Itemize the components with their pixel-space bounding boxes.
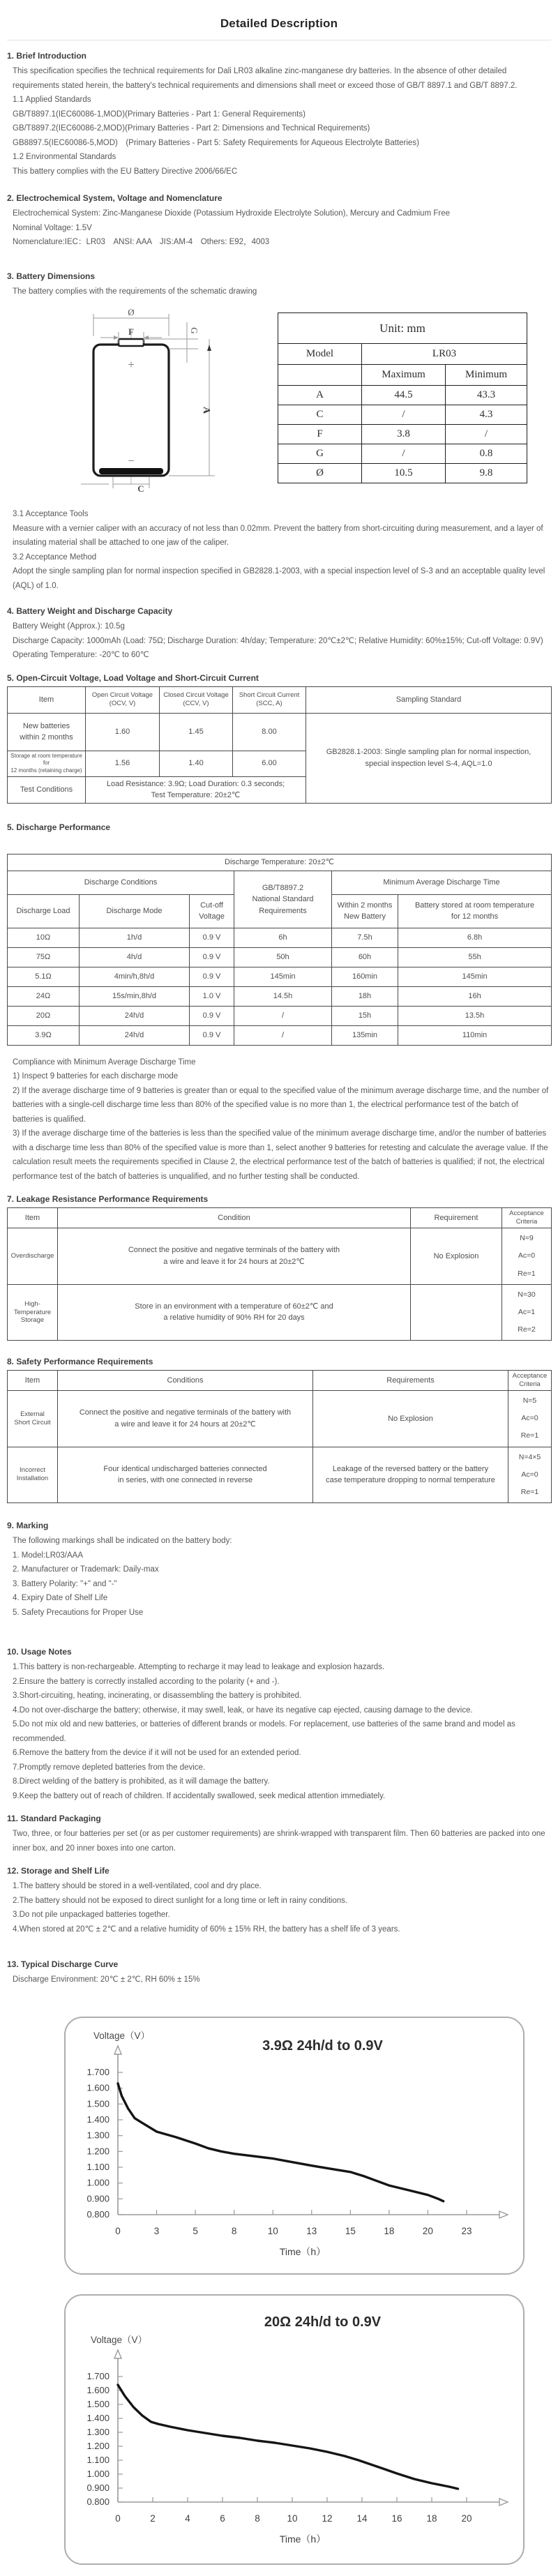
paragraph: GB/T8897.1(IEC60086-1,MOD)(Primary Batteries - Part 1: General Requirements) <box>13 110 306 119</box>
table-cell: Condition <box>58 1208 411 1228</box>
table-row <box>8 986 552 1006</box>
table-cell: Requirements <box>313 1371 508 1391</box>
table-cell: Test Conditions <box>8 776 86 803</box>
table-row <box>8 1371 552 1391</box>
table-cell: 0.9 V <box>190 947 234 967</box>
table-cell: LR03 <box>362 344 527 365</box>
table-cell: 6h <box>234 928 332 947</box>
table-row <box>8 686 552 713</box>
table-cell: Acceptance Criteria <box>508 1371 552 1391</box>
table-cell: 75Ω <box>8 947 80 967</box>
x-tick-label: 2 <box>150 2513 156 2524</box>
table-cell: Maximum <box>362 365 446 386</box>
table-cell <box>411 1284 502 1341</box>
y-tick-label: 1.400 <box>86 2412 110 2423</box>
table-cell: 145min <box>234 967 332 986</box>
tbody <box>278 313 527 483</box>
table-cell: 15h <box>332 1006 398 1025</box>
table-cell: 24h/d <box>80 1006 190 1025</box>
table-cell: Load Resistance: 3.9Ω; Load Duration: 0.3 seconds; Test Temperature: 20±2℃ <box>86 776 306 803</box>
y-axis-label: Voltage（V） <box>93 2030 151 2041</box>
paragraph: Two, three, or four batteries per set (or as per customer requirements) are shrink-wrapped with transparent film. Then 60 batteries are packed into one inner box, and 20 inner boxes into one carton. <box>13 1830 545 1853</box>
tbody <box>8 686 552 803</box>
paragraph: Nominal Voltage: 1.5V <box>13 223 92 232</box>
x-tick-label: 12 <box>322 2513 333 2524</box>
table-cell: Incorrect Installation <box>8 1447 58 1503</box>
paragraph: Adopt the single sampling plan for normal inspection specified in GB2828.1-2003, with a special inspection level of S-3 and an acceptable quality level (AQL) of 1.0. <box>13 567 545 590</box>
paragraph: The following markings shall be indicated on the battery body: <box>13 1537 232 1546</box>
section-heading: 1. Brief Introduction <box>7 51 86 61</box>
y-tick-label: 1.200 <box>86 2440 110 2451</box>
table-row <box>278 464 527 483</box>
table-cell: Discharge Conditions <box>8 871 234 894</box>
battery-schematic <box>71 308 246 493</box>
x-tick-label: 6 <box>220 2513 225 2524</box>
table-cell: Conditions <box>58 1371 313 1391</box>
x-tick-label: 3 <box>153 2225 160 2236</box>
table-cell: Closed Circuit Voltage (CCV, V) <box>160 686 233 713</box>
table-cell: 14.5h <box>234 986 332 1006</box>
safety-table <box>7 1370 552 1503</box>
paragraph: This battery complies with the EU Battery Directive 2006/66/EC <box>13 167 238 176</box>
paragraph: Discharge Environment: 20℃ ± 2℃, RH 60% ± 15% <box>13 1975 200 1984</box>
table-cell: 135min <box>332 1025 398 1045</box>
table-cell: 8.00 <box>233 713 306 751</box>
paragraph: 1.This battery is non-rechargeable. Attempting to recharge it may lead to leakage and explosion hazards. <box>13 1663 385 1672</box>
table-row <box>278 386 527 405</box>
table-cell: G <box>278 444 362 464</box>
table-cell: 13.5h <box>398 1006 552 1025</box>
paragraph: Nomenclature:IEC：LR03 ANSI: AAA JIS:AM-4 Others: E92，4003 <box>13 238 270 246</box>
tbody <box>8 854 552 1045</box>
x-axis-label: Time（h） <box>279 2245 326 2257</box>
table-cell: 0.9 V <box>190 1006 234 1025</box>
paragraph: 7.Promptly remove depleted batteries from the device. <box>13 1763 206 1772</box>
paragraph: GB8897.5(IEC60086-5,MOD) (Primary Batteries - Part 5: Safety Requirements for Aqueous Electrolyte Batteries) <box>13 138 419 147</box>
paragraph: GB/T8897.2(IEC60086-2,MOD)(Primary Batteries - Part 2: Dimensions and Technical Requirements) <box>13 124 370 133</box>
paragraph: Electrochemical System: Zinc-Manganese Dioxide (Potassium Hydroxide Electrolyte Solution), Mercury and Cadmium Free <box>13 209 450 218</box>
table-cell: New batteries within 2 months <box>8 713 86 751</box>
x-tick-label: 10 <box>267 2225 278 2236</box>
x-tick-label: 18 <box>426 2513 437 2524</box>
table-cell: 16h <box>398 986 552 1006</box>
x-tick-label: 15 <box>345 2225 356 2236</box>
table-row <box>8 947 552 967</box>
table-cell: N=9 Ac=0 Re=1 <box>502 1228 552 1285</box>
y-tick-label: 1.200 <box>86 2145 110 2156</box>
table-cell: No Explosion <box>313 1391 508 1447</box>
table-cell: 3.9Ω <box>8 1025 80 1045</box>
table-cell: Minimum Average Discharge Time <box>332 871 552 894</box>
y-tick-label: 1.700 <box>86 2370 110 2381</box>
table-cell: 24h/d <box>80 1025 190 1045</box>
y-tick-label: 1.400 <box>86 2114 110 2125</box>
table-cell: 60h <box>332 947 398 967</box>
paragraph: 2) If the average discharge time of 9 batteries is greater than or equal to the specified value of the minimum average discharge time, and the number of batteries with a single-cell discharge time less than 80% of the specified value is no more than 1, the electrical performance test of the batch of batteries is qualified. <box>13 1086 549 1124</box>
table-cell: 5.1Ω <box>8 967 80 986</box>
table-cell: 1.40 <box>160 751 233 776</box>
table-cell: Unit: mm <box>278 313 527 344</box>
paragraph: 9.Keep the battery out of reach of children. If accidentally swallowed, seek medical attention immediately. <box>13 1791 386 1800</box>
table-row <box>8 967 552 986</box>
x-axis-label: Time（h） <box>279 2533 326 2545</box>
paragraph: Discharge Capacity: 1000mAh (Load: 75Ω; Discharge Duration: 4h/day; Temperature: 20℃±2℃; Relative Humidity: 60%±15%; Cut-off Voltage: 0.9V) <box>13 636 543 645</box>
paragraph: Operating Temperature: -20℃ to 60℃ <box>13 651 149 659</box>
table-row <box>278 444 527 464</box>
table-row <box>8 1447 552 1503</box>
discharge-chart-1 <box>64 2017 525 2275</box>
paragraph: 3.Do not pile unpackaged batteries together. <box>13 1911 170 1920</box>
table-cell: Discharge Mode <box>80 894 190 928</box>
paragraph: 1.The battery should be stored in a well-ventilated, cool and dry place. <box>13 1882 262 1891</box>
table-cell: 1.45 <box>160 713 233 751</box>
y-tick-label: 1.500 <box>86 2398 110 2409</box>
table-cell: 0.9 V <box>190 928 234 947</box>
table-cell: / <box>362 444 446 464</box>
paragraph: 8.Direct welding of the battery is prohibited, as it will damage the battery. <box>13 1777 270 1786</box>
table-cell: / <box>234 1006 332 1025</box>
paragraph: 3. Battery Polarity: "+" and "-" <box>13 1579 117 1588</box>
table-cell: Item <box>8 686 86 713</box>
spacer <box>7 250 551 261</box>
section-heading: 12. Storage and Shelf Life <box>7 1866 110 1876</box>
dimensions-table-wrap <box>278 312 527 483</box>
table-cell: Connect the positive and negative terminals of the battery with a wire and leave it for 24 hours at 20±2℃ <box>58 1391 313 1447</box>
paragraph: 3.2 Acceptance Method <box>13 552 97 562</box>
paragraph: 4.Do not over-discharge the battery; otherwise, it may swell, leak, or have its negative cap ejected, causing damage to the device. <box>13 1705 473 1715</box>
paragraph: Battery Weight (Approx.): 10.5g <box>13 622 125 631</box>
table-cell: 10Ω <box>8 928 80 947</box>
table-cell: 50h <box>234 947 332 967</box>
paragraph: 1.2 Environmental Standards <box>13 153 116 161</box>
spacer <box>7 1936 551 1949</box>
table-cell: 18h <box>332 986 398 1006</box>
table-cell: Short Circuit Current (SCC, A) <box>233 686 306 713</box>
table-cell: Item <box>8 1371 58 1391</box>
table-cell: N=5 Ac=0 Re=1 <box>508 1391 552 1447</box>
y-tick-label: 1.700 <box>86 2066 110 2077</box>
tbody <box>8 1208 552 1341</box>
table-cell: Battery stored at room temperature for 12 months <box>398 894 552 928</box>
x-tick-label: 13 <box>306 2225 317 2236</box>
dim-label-f: F <box>128 326 134 337</box>
table-cell: / <box>362 405 446 425</box>
section-heading: 13. Typical Discharge Curve <box>7 1959 119 1970</box>
discharge-table <box>7 854 552 1046</box>
paragraph: 3) If the average discharge time of the batteries is less than the specified value of the minimum average discharge time, and/or the number of batteries with a discharge time less than 80% of the specified value is more than 1, select another 9 batteries for retesting and calculate the average value. If the calculation result meets the requirements specified in Clause 2, the electrical performance test of the batch of batteries is qualified; if not, the electrical performance test of the batch of batteries is unqualified, and no further testing shall be conducted. <box>13 1129 548 1181</box>
paragraph: 1.1 Applied Standards <box>13 96 91 104</box>
table-cell: 0.8 <box>446 444 527 464</box>
table-row <box>8 1025 552 1045</box>
x-tick-label: 23 <box>461 2225 472 2236</box>
section-heading: 10. Usage Notes <box>7 1647 72 1657</box>
discharge-curve <box>118 2084 444 2201</box>
table-row <box>278 405 527 425</box>
dims-table <box>278 312 527 483</box>
table-row <box>8 928 552 947</box>
x-tick-label: 16 <box>391 2513 402 2524</box>
y-tick-label: 1.600 <box>86 2384 110 2395</box>
x-tick-label: 10 <box>287 2513 298 2524</box>
paragraph: The battery complies with the requirements of the schematic drawing <box>13 287 257 296</box>
table-cell: 7.5h <box>332 928 398 947</box>
chart-title: 3.9Ω 24h/d to 0.9V <box>262 2038 383 2054</box>
table-row <box>278 365 527 386</box>
table-cell: 24Ω <box>8 986 80 1006</box>
y-tick-label: 1.100 <box>86 2161 110 2172</box>
spacer <box>7 1046 551 1055</box>
chart-canvas-2 <box>66 2296 520 2563</box>
paragraph: 5. Safety Precautions for Proper Use <box>13 1608 144 1617</box>
table-cell: Storage at room temperature for 12 months (retaining charge) <box>8 751 86 776</box>
y-axis-label: Voltage（V） <box>91 2334 148 2345</box>
x-tick-label: 18 <box>384 2225 395 2236</box>
chart-title: 20Ω 24h/d to 0.9V <box>264 2314 382 2330</box>
paragraph: This specification specifies the technical requirements for Dali LR03 alkaline zinc-manganese dry batteries. In the absence of other detailed requirements stated herein, the battery's technical requirements and dimensions shall meet or exceed those of GB/T 8897.1 and GB/T 8897.2. <box>13 67 518 90</box>
table-cell: External Short Circuit <box>8 1391 58 1447</box>
table-cell: Item <box>8 1208 58 1228</box>
table-cell <box>278 365 362 386</box>
spacer <box>7 2275 551 2294</box>
table-cell: Discharge Load <box>8 894 80 928</box>
table-cell: 6.8h <box>398 928 552 947</box>
table-cell: Four identical undischarged batteries connected in series, with one connected in reverse <box>58 1447 313 1503</box>
paragraph: 2.Ensure the battery is correctly installed according to the polarity (+ and -). <box>13 1677 280 1686</box>
paragraph: 1. Model:LR03/AAA <box>13 1551 84 1560</box>
table-cell: GB/T8897.2 National Standard Requirements <box>234 871 332 928</box>
table-row <box>8 713 552 751</box>
table-cell: Ø <box>278 464 362 483</box>
table-cell: / <box>234 1025 332 1045</box>
table-cell: 43.3 <box>446 386 527 405</box>
section-heading: 11. Standard Packaging <box>7 1814 101 1824</box>
x-tick-label: 14 <box>356 2513 368 2524</box>
paragraph: 2. Manufacturer or Trademark: Daily-max <box>13 1565 159 1574</box>
table-cell: 110min <box>398 1025 552 1045</box>
table-cell: A <box>278 386 362 405</box>
paragraph: 1) Inspect 9 batteries for each discharge mode <box>13 1072 179 1081</box>
spacer <box>7 804 551 812</box>
x-tick-label: 20 <box>461 2513 472 2524</box>
table-cell: 160min <box>332 967 398 986</box>
table-row <box>278 344 527 365</box>
spacer <box>7 1503 551 1510</box>
tbody <box>8 1371 552 1503</box>
negative-terminal-mark: − <box>128 454 135 467</box>
section-heading: 5. Open-Circuit Voltage, Load Voltage and Short-Circuit Current <box>7 672 259 683</box>
dim-label-c: C <box>137 483 144 493</box>
table-cell: 3.8 <box>362 425 446 444</box>
table-cell: Requirement <box>411 1208 502 1228</box>
table-cell: 6.00 <box>233 751 306 776</box>
section-heading: 7. Leakage Resistance Performance Requirements <box>7 1194 209 1205</box>
table-cell: 1.0 V <box>190 986 234 1006</box>
y-tick-label: 1.300 <box>86 2426 110 2437</box>
table-row <box>278 425 527 444</box>
table-row <box>8 1391 552 1447</box>
table-cell: Minimum <box>446 365 527 386</box>
dimensions-figure <box>7 308 551 493</box>
x-tick-label: 5 <box>193 2225 198 2236</box>
table-cell: 1.56 <box>86 751 160 776</box>
section-heading: 3. Battery Dimensions <box>7 271 96 281</box>
discharge-curve <box>118 2385 458 2489</box>
table-cell: N=4×5 Ac=0 Re=1 <box>508 1447 552 1503</box>
table-cell: Acceptance Criteria <box>502 1208 552 1228</box>
table-cell: 0.9 V <box>190 1025 234 1045</box>
table-cell: 1h/d <box>80 928 190 947</box>
table-cell: No Explosion <box>411 1228 502 1285</box>
dim-label-g: G <box>189 327 199 334</box>
document-content <box>7 51 551 2565</box>
table-row <box>8 1006 552 1025</box>
table-cell: GB2828.1-2003: Single sampling plan for normal inspection, special inspection level S-4, AQL=1.0 <box>306 713 552 803</box>
table-cell: N=30 Ac=1 Re=2 <box>502 1284 552 1341</box>
section-heading: 4. Battery Weight and Discharge Capacity <box>7 606 173 616</box>
table-cell: Model <box>278 344 362 365</box>
table-cell: C <box>278 405 362 425</box>
table-cell: Discharge Temperature: 20±2℃ <box>8 854 552 871</box>
table-cell: 15s/min,8h/d <box>80 986 190 1006</box>
x-tick-label: 8 <box>231 2225 237 2236</box>
table-row <box>8 854 552 871</box>
table-cell: F <box>278 425 362 444</box>
table-row <box>8 1284 552 1341</box>
section-heading: 8. Safety Performance Requirements <box>7 1357 153 1367</box>
paragraph: Measure with a vernier caliper with an accuracy of not less than 0.02mm. Prevent the battery from short-circuiting during measurement, and a layer of insulating material shall be attached to one jaw of the caliper. <box>13 524 543 547</box>
y-tick-label: 1.600 <box>86 2082 110 2093</box>
table-cell: Open Circuit Voltage (OCV, V) <box>86 686 160 713</box>
paragraph: 4. Expiry Date of Shelf Life <box>13 1594 108 1603</box>
table-cell: 4h/d <box>80 947 190 967</box>
x-tick-label: 0 <box>115 2225 121 2236</box>
table-cell: 9.8 <box>446 464 527 483</box>
x-tick-label: 20 <box>422 2225 433 2236</box>
table-row <box>278 313 527 344</box>
table-cell: Within 2 months New Battery <box>332 894 398 928</box>
table-cell: / <box>446 425 527 444</box>
paragraph: 3.1 Acceptance Tools <box>13 510 89 518</box>
table-cell: 20Ω <box>8 1006 80 1025</box>
table-cell: 10.5 <box>362 464 446 483</box>
spacer <box>7 179 551 183</box>
y-tick-label: 1.000 <box>86 2177 110 2188</box>
spacer <box>7 593 551 596</box>
chart-canvas-1 <box>66 2018 520 2273</box>
table-cell: 55h <box>398 947 552 967</box>
y-tick-label: 0.900 <box>86 2482 110 2493</box>
paragraph: 2.The battery should not be exposed to direct sunlight for a long time or left in rainy conditions. <box>13 1896 348 1905</box>
x-tick-label: 4 <box>185 2513 190 2524</box>
spacer <box>7 1341 551 1346</box>
paragraph: 3.Short-circuiting, heating, incinerating, or disassembling the battery is prohibited. <box>13 1692 302 1701</box>
paragraph: 5.Do not mix old and new batteries, or batteries of different brands or models. For replacement, use batteries of the same brand and model as recommended. <box>13 1720 515 1743</box>
paragraph: Compliance with Minimum Average Discharge Time <box>13 1057 196 1067</box>
paragraph: 4.When stored at 20℃ ± 2℃ and a relative humidity of 60% ± 15% RH, the battery has a shelf life of 3 years. <box>13 1925 400 1934</box>
x-tick-label: 8 <box>255 2513 260 2524</box>
table-cell: Cut-off Voltage <box>190 894 234 928</box>
x-tick-label: 0 <box>115 2513 121 2524</box>
table-cell: 4min/h,8h/d <box>80 967 190 986</box>
leakage-table <box>7 1207 552 1341</box>
dim-label-a: A <box>201 406 211 414</box>
table-row <box>8 871 552 894</box>
section-heading: 9. Marking <box>7 1521 49 1531</box>
table-cell: 0.9 V <box>190 967 234 986</box>
table-cell: 4.3 <box>446 405 527 425</box>
table-cell: Store in an environment with a temperature of 60±2℃ and a relative humidity of 90% RH for 20 days <box>58 1284 411 1341</box>
table-cell: 1.60 <box>86 713 160 751</box>
section-heading: 5. Discharge Performance <box>7 822 111 832</box>
spacer <box>7 1620 551 1636</box>
table-row <box>8 1228 552 1285</box>
table-cell: Overdischarge <box>8 1228 58 1285</box>
y-tick-label: 1.500 <box>86 2097 110 2109</box>
table-cell: Connect the positive and negative terminals of the battery with a wire and leave it for 24 hours at 20±2℃ <box>58 1228 411 1285</box>
paragraph: 6.Remove the battery from the device if it will not be used for an extended period. <box>13 1749 301 1758</box>
y-tick-label: 0.800 <box>86 2496 110 2507</box>
spacer <box>7 836 551 854</box>
table-row <box>8 1208 552 1228</box>
section-heading: 2. Electrochemical System, Voltage and Nomenclature <box>7 193 223 203</box>
y-tick-label: 0.900 <box>86 2192 110 2204</box>
table-cell: Sampling Standard <box>306 686 552 713</box>
table-cell: High- Temperature Storage <box>8 1284 58 1341</box>
table-cell: 145min <box>398 967 552 986</box>
positive-terminal-mark: + <box>128 358 135 371</box>
page-title: Detailed Description <box>220 17 338 30</box>
y-tick-label: 1.300 <box>86 2130 110 2141</box>
table-cell: 44.5 <box>362 386 446 405</box>
table-cell: Leakage of the reversed battery or the battery case temperature dropping to normal temperature <box>313 1447 508 1503</box>
y-tick-label: 1.000 <box>86 2468 110 2479</box>
spacer <box>7 1987 551 2017</box>
y-tick-label: 0.800 <box>86 2208 110 2220</box>
y-tick-label: 1.100 <box>86 2454 110 2465</box>
dim-label-diameter: Ø <box>128 308 135 317</box>
discharge-chart-2 <box>64 2294 525 2565</box>
ocv-table <box>7 686 552 804</box>
